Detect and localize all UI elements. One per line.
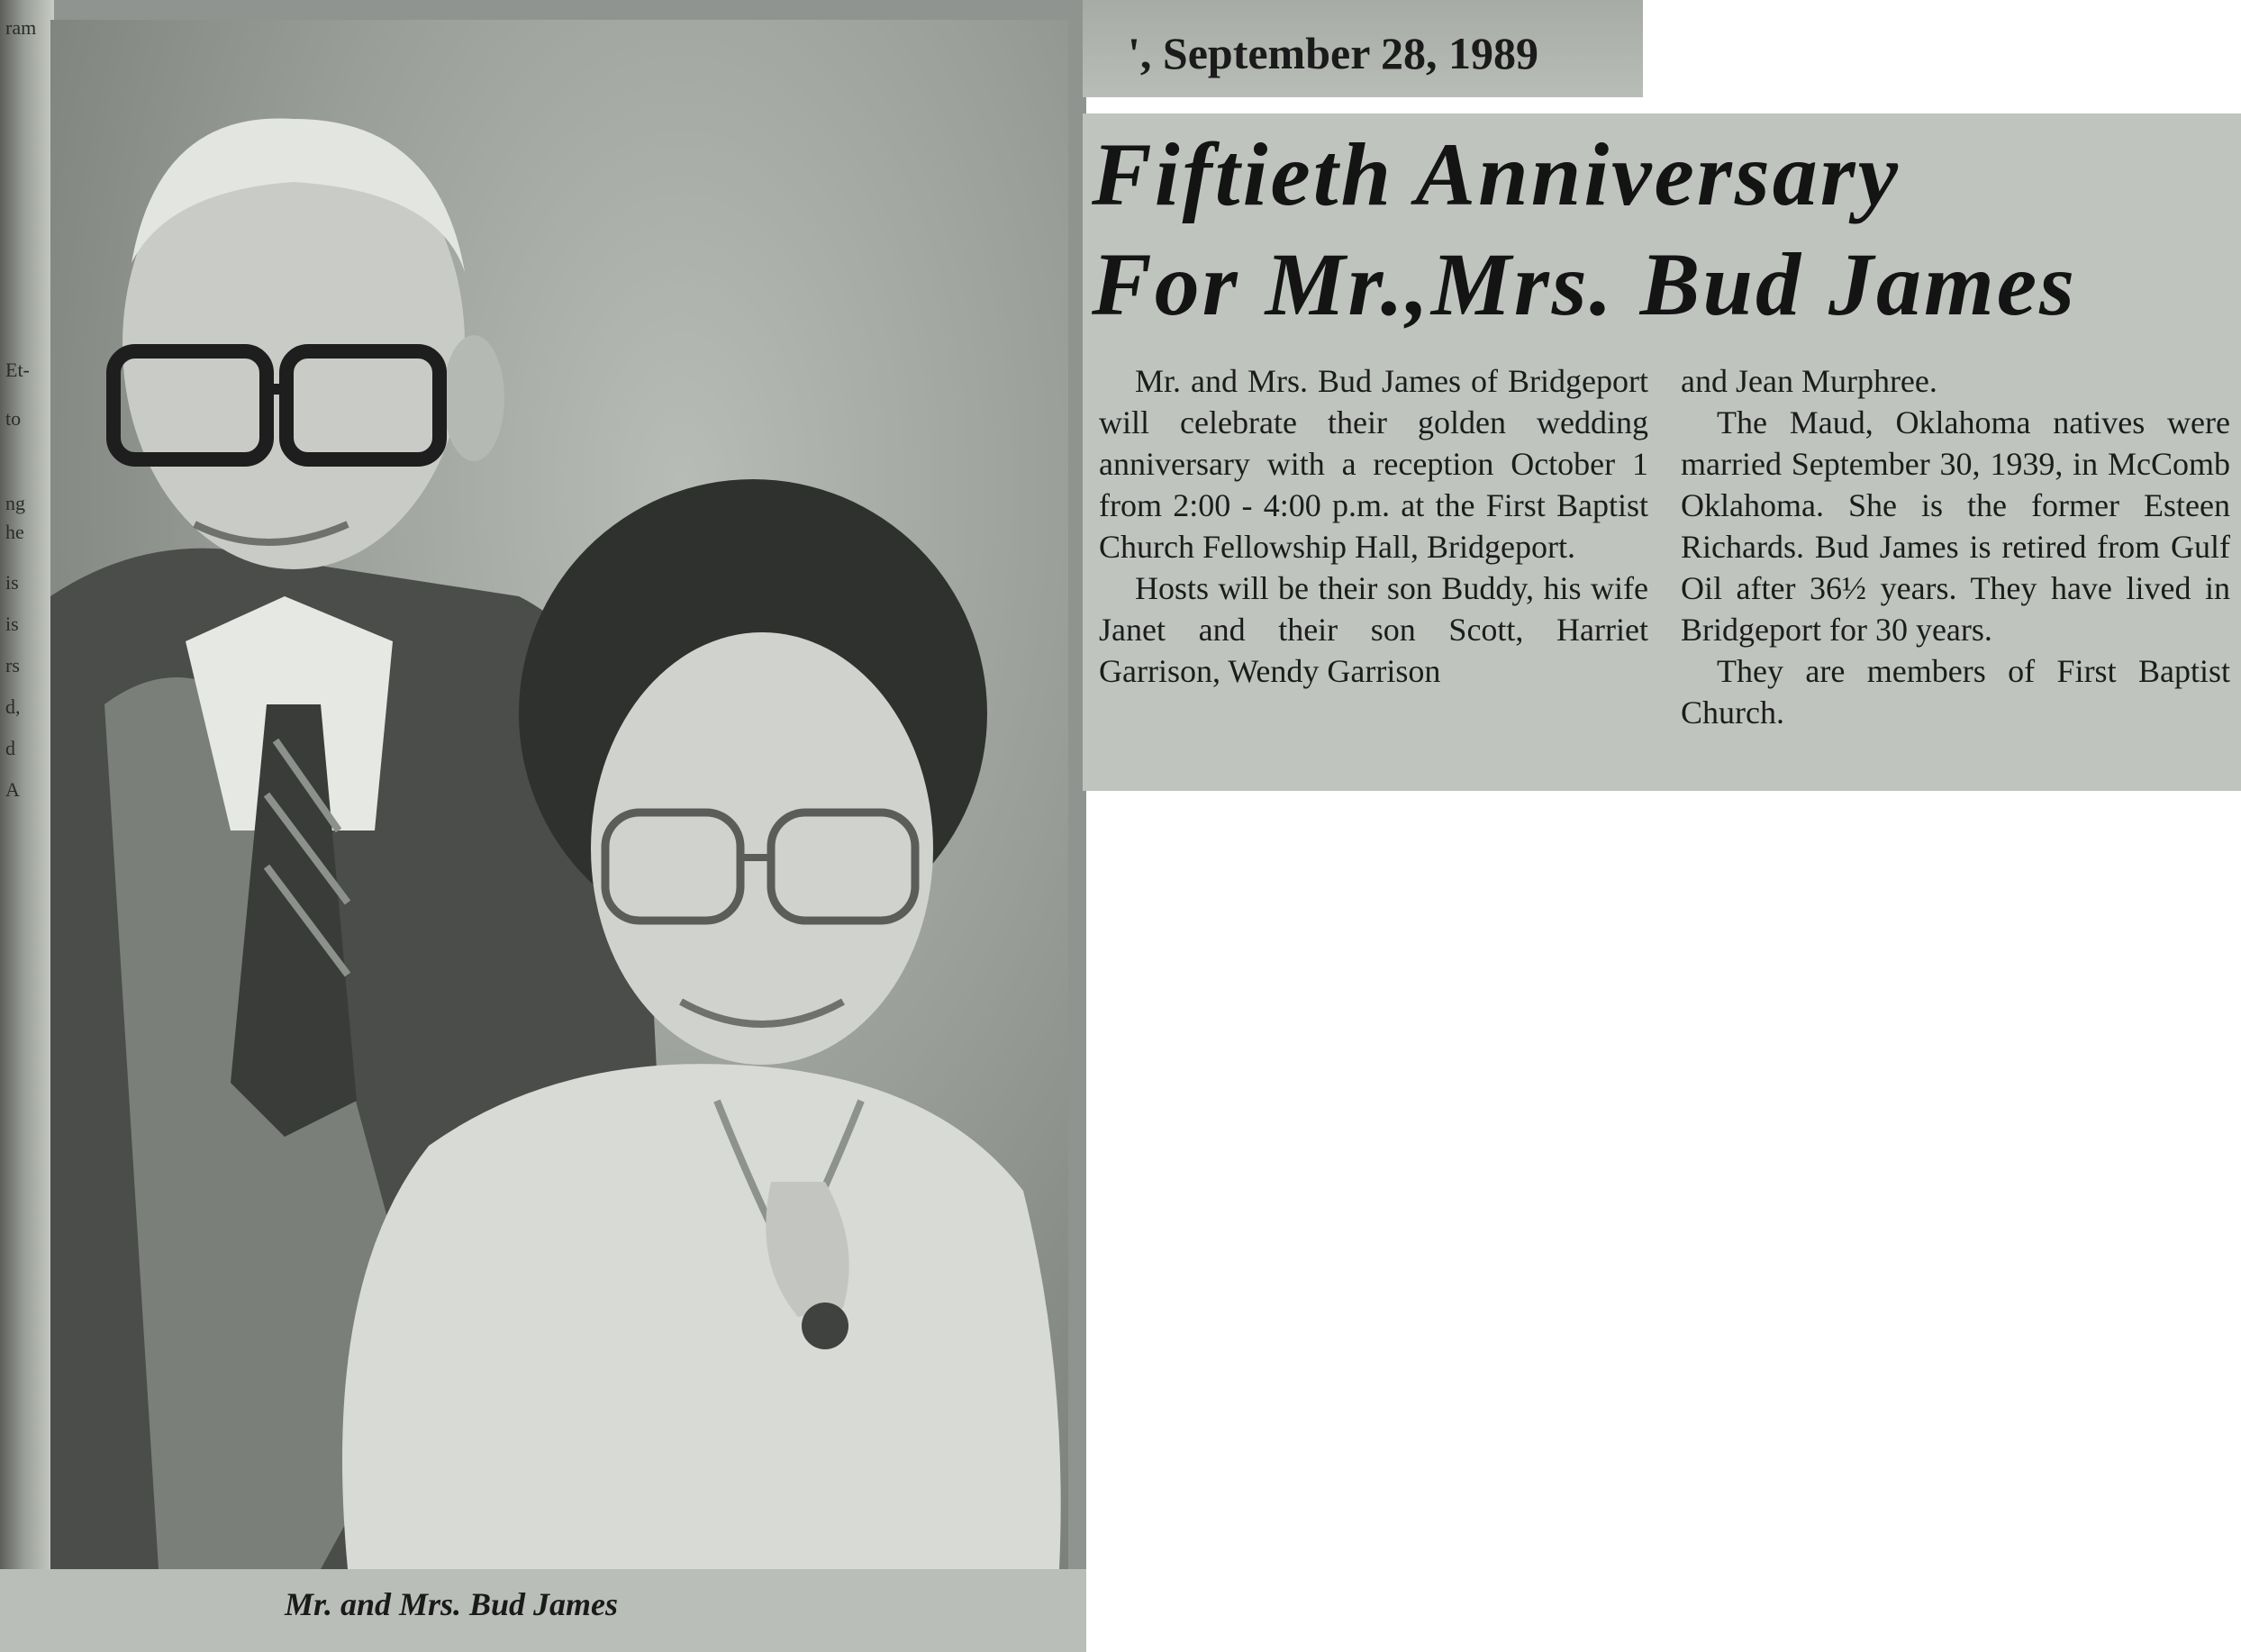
edge-fragment: A	[5, 778, 20, 801]
article-column-2	[1681, 360, 2230, 733]
edge-fragment: Et-	[5, 359, 30, 381]
edge-fragment: d,	[5, 695, 21, 718]
edge-fragment: is	[5, 571, 19, 594]
headline-line-2: For Mr.,Mrs. Bud James	[1092, 234, 2078, 334]
couple-portrait-photo	[50, 20, 1068, 1569]
edge-fragment: d	[5, 737, 15, 759]
edge-fragment: to	[5, 407, 22, 430]
edge-fragment: he	[5, 521, 24, 543]
article-paragraph: They are members of First Baptist Church.	[1681, 653, 2230, 731]
article-paragraph: and Jean Murphree.	[1681, 363, 1937, 399]
edge-fragment: rs	[5, 654, 20, 676]
dateline: ', September 28, 1989	[1128, 28, 1538, 78]
article-paragraph: Hosts will be their son Buddy, his wife Janet and their son Scott, Harriet Garrison, Wendy Garrison	[1099, 570, 1648, 689]
edge-fragment: ng	[5, 492, 25, 514]
photo-caption: Mr. and Mrs. Bud James	[284, 1586, 619, 1622]
blank-area	[1086, 791, 2241, 1652]
article-paragraph: Mr. and Mrs. Bud James of Bridgeport will celebrate their golden wedding anniversary with a reception October 1 from 2:00 - 4:00 p.m. at the First Baptist Church Fellowship Hall, Bridgeport.	[1099, 363, 1648, 565]
article-paragraph: The Maud, Oklahoma natives were married September 30, 1939, in McComb Oklahoma. She is the former Esteen Richards. Bud James is retired from Gulf Oil after 36½ years. They have lived in Bridgeport for 30 years.	[1681, 404, 2230, 648]
adjacent-page-edge	[0, 0, 54, 1652]
article-column-1	[1099, 360, 1648, 692]
headline-line-1: Fiftieth Anniversary	[1092, 124, 1901, 224]
edge-fragment: is	[5, 613, 19, 635]
edge-fragment: ram	[5, 16, 37, 39]
portrait-illustration	[50, 20, 1068, 1569]
